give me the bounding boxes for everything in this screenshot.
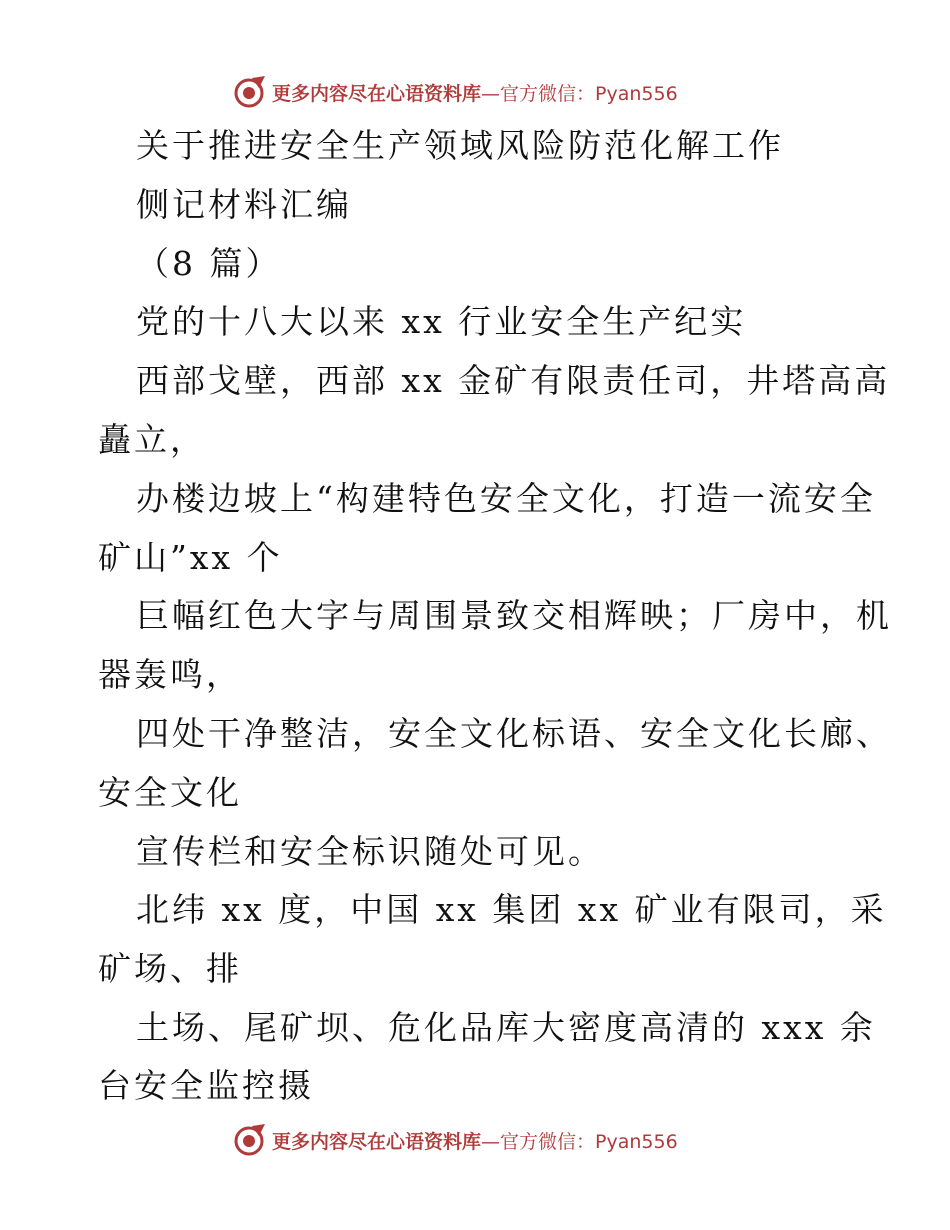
watermark-bold-text: 更多内容尽在心语资料库	[272, 82, 482, 105]
paragraph-line: 西部戈壁，西部 xx 金矿有限责任司，井塔高高	[136, 361, 891, 400]
paragraph-line: 器轰鸣，	[98, 655, 242, 694]
paragraph-line: 台安全监控摄	[98, 1066, 314, 1105]
paragraph-line: 土场、尾矿坝、危化品库大密度高清的 xxx 余	[136, 1008, 876, 1047]
paragraph-line: 四处干净整洁，安全文化标语、安全文化长廊、	[136, 714, 892, 753]
header-watermark	[232, 72, 678, 112]
section-heading: 党的十八大以来 xx 行业安全生产纪实	[136, 302, 747, 341]
watermark-wechat-text: —官方微信：Pyan556	[481, 1130, 678, 1153]
footer-watermark	[232, 1120, 678, 1160]
paragraph-line: 矿场、排	[98, 949, 242, 988]
pen-logo-icon	[232, 1122, 268, 1158]
watermark-bold-text: 更多内容尽在心语资料库	[272, 1130, 482, 1153]
watermark-wechat-text: —官方微信：Pyan556	[481, 82, 678, 105]
document-title-line-1: 关于推进安全生产领域风险防范化解工作	[136, 126, 784, 165]
paragraph-line: 安全文化	[98, 773, 242, 812]
paragraph-line: 办楼边坡上“构建特色安全文化，打造一流安全	[136, 479, 876, 518]
document-title-line-2: 侧记材料汇编	[136, 185, 352, 224]
paragraph-line: 矿山”xx 个	[98, 538, 283, 577]
paragraph-line: 北纬 xx 度，中国 xx 集团 xx 矿业有限司，采	[136, 890, 887, 929]
paragraph-line: 巨幅红色大字与周围景致交相辉映；厂房中，机	[136, 596, 892, 635]
document-subtitle-count: （8 篇）	[136, 244, 282, 283]
paragraph-line: 宣传栏和安全标识随处可见。	[136, 832, 604, 871]
paragraph-line: 矗立，	[98, 420, 206, 459]
pen-logo-icon	[232, 74, 268, 110]
